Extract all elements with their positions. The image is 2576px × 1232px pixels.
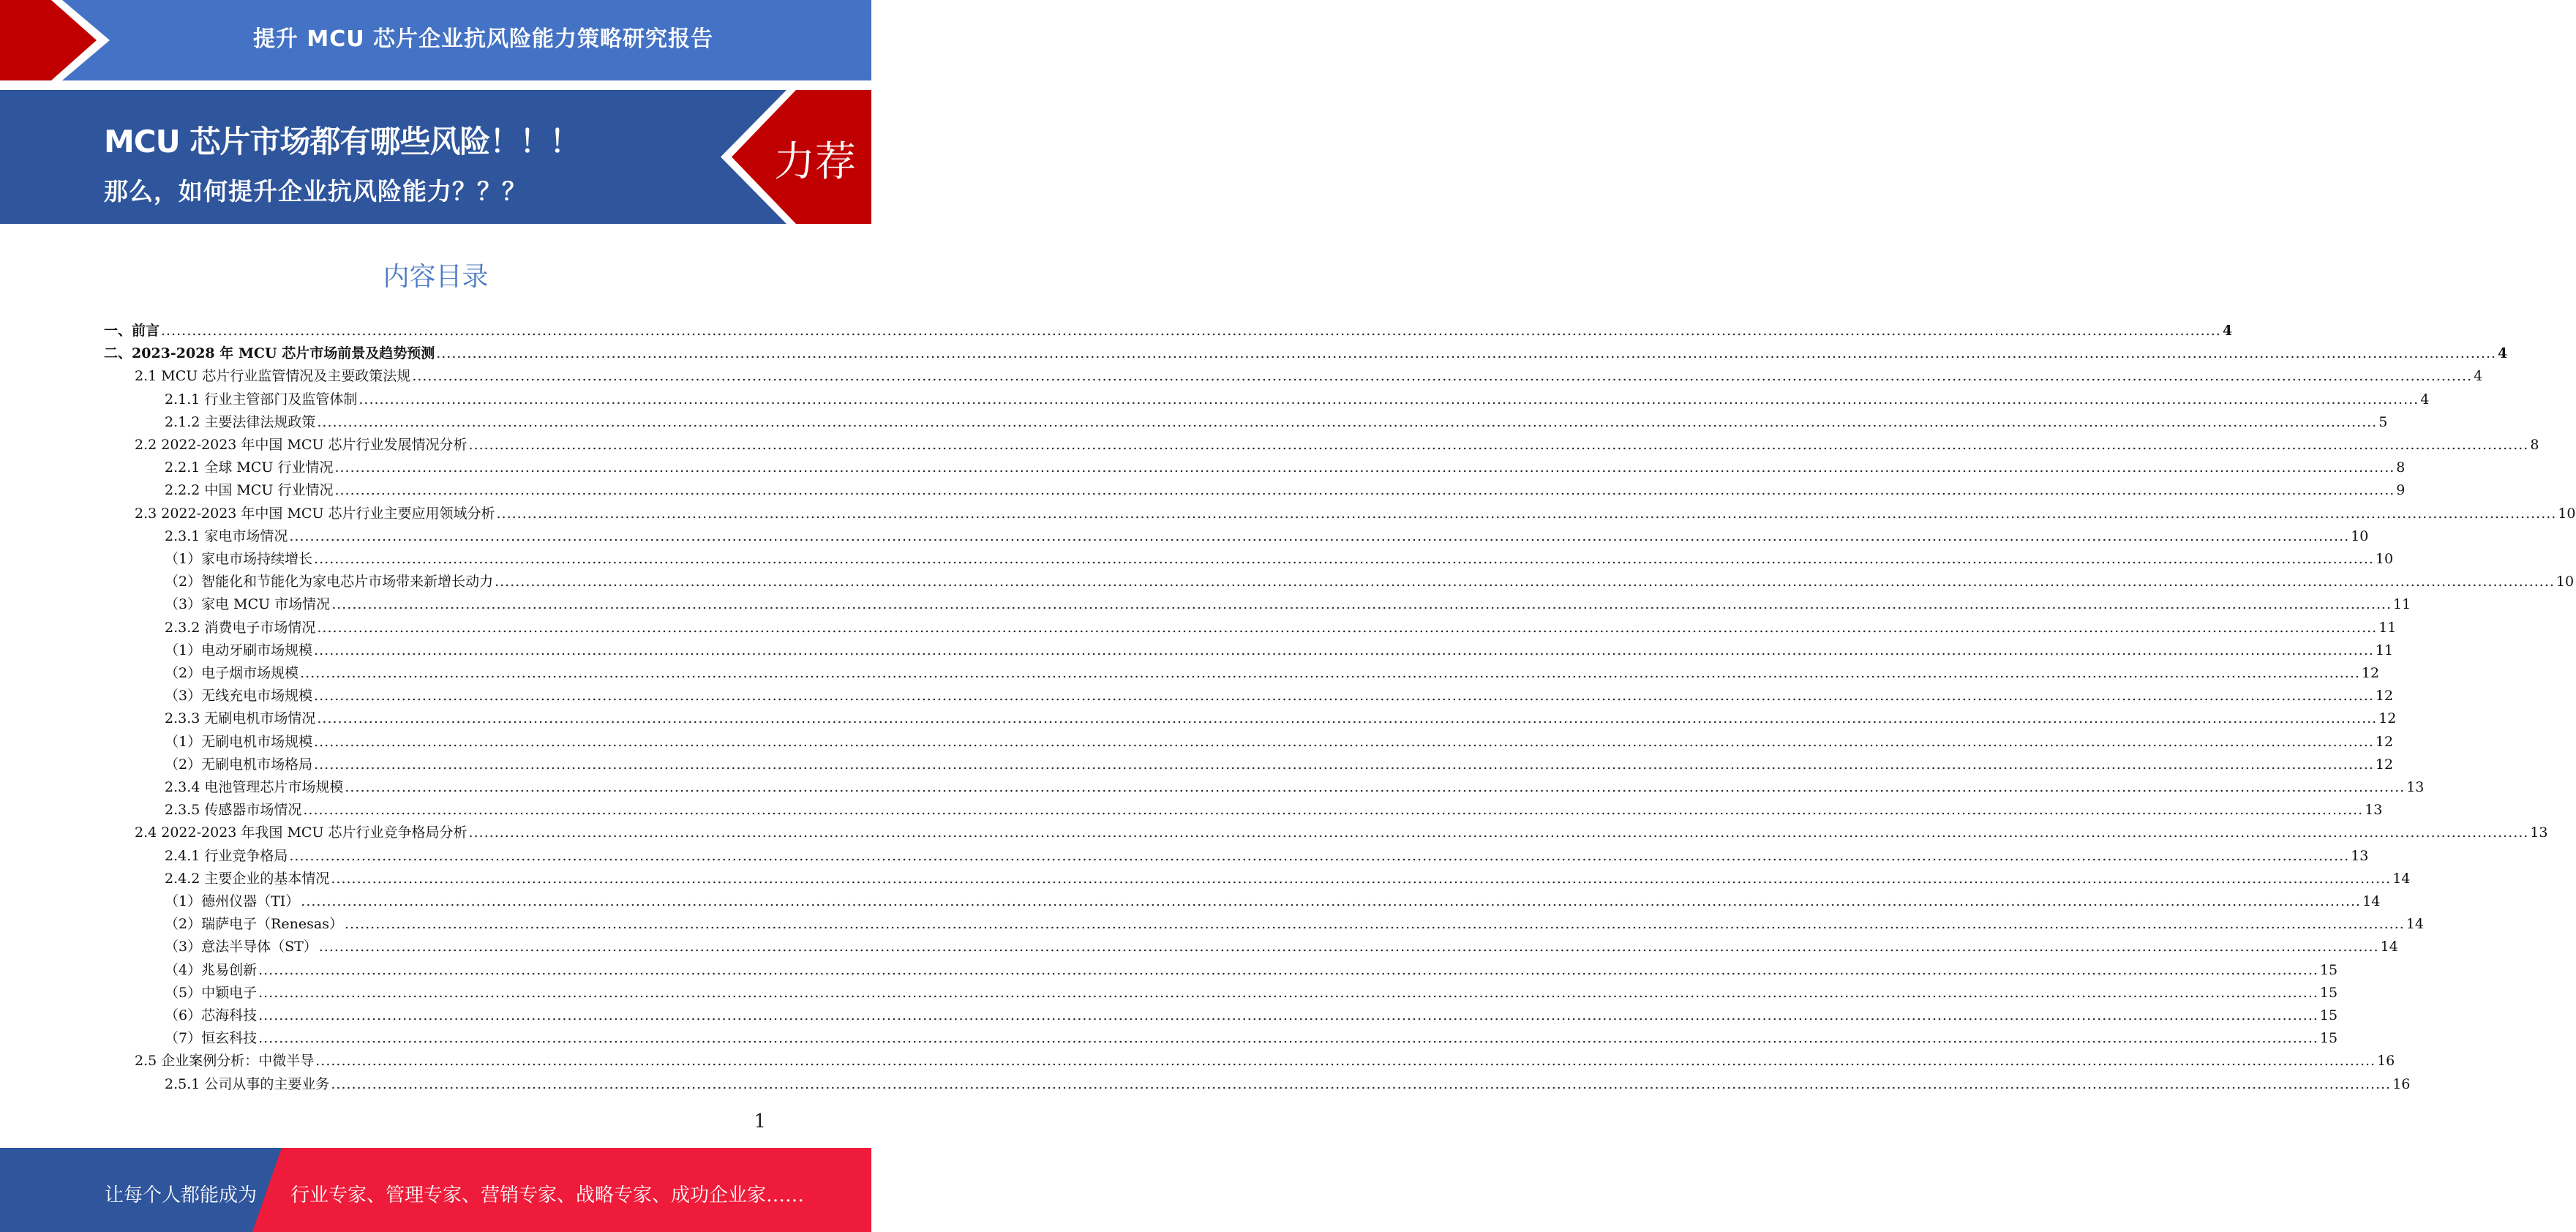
toc-entry-page: 10 [2556,574,2575,590]
toc-entry[interactable] [165,707,2397,730]
toc-entry-page: 14 [2380,939,2398,955]
toc-entry[interactable] [165,411,2388,434]
toc-leader-dots: ................................................................................................................................................................................................................................................................................................................................................................................................................ [318,939,2379,955]
toc-entry-label: 2.5 企业案例分析：中微半导 [135,1053,315,1070]
toc-entry-label: 2.3.1 家电市场情况 [165,527,288,544]
toc-entry[interactable] [165,936,2398,958]
toc-leader-dots: ................................................................................................................................................................................................................................................................................................................................................................................................................ [317,413,2378,430]
toc-leader-dots: ................................................................................................................................................................................................................................................................................................................................................................................................................ [300,665,2360,681]
footer-slogan: 让每个人都能成为 [105,1184,258,1206]
hero-banner [0,90,871,224]
toc-entry[interactable] [165,617,2397,639]
toc-entry-page: 8 [2530,437,2539,453]
toc-entry[interactable] [165,845,2369,868]
toc-entry-page: 14 [2392,870,2411,887]
toc-entry-page: 12 [2375,688,2394,705]
toc-entry-page: 5 [2378,413,2388,430]
report-title: 提升 MCU 芯片企业抗风险能力策略研究报告 [252,26,714,52]
red-arrow-decoration [0,0,110,80]
toc-entry-label: 2.3.5 传感器市场情况 [165,802,302,819]
toc-entry-page: 14 [2406,916,2424,933]
toc-entry-page: 13 [2351,847,2369,864]
toc-entry-label: （2）智能化和节能化为家电芯片市场带来新增长动力 [165,574,494,590]
hero-subheadline: 那么，如何提升企业抗风险能力？？？ [104,177,527,206]
toc-entry[interactable] [165,959,2338,982]
toc-entry-label: （2）瑞萨电子（Renesas） [165,916,343,933]
toc-leader-dots: ................................................................................................................................................................................................................................................................................................................................................................................................................ [468,825,2529,841]
toc-entry-page: 15 [2319,961,2338,978]
toc-entry-label: 2.4.1 行业竞争格局 [165,847,288,864]
toc-entry-page: 10 [2375,551,2394,567]
toc-entry-page: 4 [2474,368,2483,385]
toc-entry-label: （7）恒玄科技 [165,1030,258,1047]
toc-entry[interactable] [165,1027,2338,1050]
toc-entry-page: 4 [2222,323,2233,339]
toc-leader-dots: ................................................................................................................................................................................................................................................................................................................................................................................................................ [161,323,2221,339]
footer-banner [0,1148,871,1232]
toc-heading: 内容目录 [383,262,489,292]
toc-leader-dots: ................................................................................................................................................................................................................................................................................................................................................................................................................ [258,961,2318,978]
toc-entry-label: 2.2 2022-2023 年中国 MCU 芯片行业发展情况分析 [135,437,467,453]
toc-leader-dots: ................................................................................................................................................................................................................................................................................................................................................................................................................ [301,893,2362,909]
toc-entry-label: 2.2.1 全球 MCU 行业情况 [165,459,334,476]
toc-entry[interactable] [165,868,2411,890]
toc-entry-label: （1）无刷电机市场规模 [165,733,313,750]
toc-entry[interactable] [165,388,2430,411]
toc-entry[interactable] [135,365,2483,388]
toc-entry-page: 4 [2420,391,2430,407]
toc-entry-label: （1）电动牙刷市场规模 [165,642,313,658]
toc-entry-label: 2.1.1 行业主管部门及监管体制 [165,391,358,407]
toc-leader-dots: ................................................................................................................................................................................................................................................................................................................................................................................................................ [258,1030,2318,1047]
toc-leader-dots: ................................................................................................................................................................................................................................................................................................................................................................................................................ [345,779,2406,795]
toc-entry-page: 4 [2498,345,2508,362]
toc-leader-dots: ................................................................................................................................................................................................................................................................................................................................................................................................................ [314,551,2374,567]
toc-leader-dots: ................................................................................................................................................................................................................................................................................................................................................................................................................ [331,870,2392,887]
top-banner [0,0,871,80]
toc-leader-dots: ................................................................................................................................................................................................................................................................................................................................................................................................................ [258,1007,2318,1023]
toc-entry-page: 15 [2319,1007,2338,1023]
page-number: 1 [754,1111,766,1133]
toc-entry-page: 15 [2319,1030,2338,1047]
toc-entry[interactable] [165,639,2394,662]
hero-headline: MCU 芯片市场都有哪些风险！！！ [104,124,580,159]
toc-entry[interactable] [165,754,2394,776]
toc-entry[interactable] [165,731,2394,754]
toc-entry-label: （3）意法半导体（ST） [165,939,318,955]
toc-entry-page: 14 [2362,893,2381,909]
toc-entry-label: 2.1.2 主要法律法规政策 [165,413,316,430]
toc-entry[interactable] [104,342,2508,365]
toc-entry-label: 2.3 2022-2023 年中国 MCU 芯片行业主要应用领域分析 [135,505,495,522]
toc-entry-page: 13 [2406,779,2425,795]
toc-leader-dots: ................................................................................................................................................................................................................................................................................................................................................................................................................ [344,916,2405,933]
toc-entry-page: 16 [2392,1075,2411,1092]
toc-leader-dots: ................................................................................................................................................................................................................................................................................................................................................................................................................ [317,619,2378,636]
toc-leader-dots: ................................................................................................................................................................................................................................................................................................................................................................................................................ [495,574,2555,590]
toc-entry-label: （4）兆易创新 [165,961,258,978]
toc-entry[interactable] [165,571,2575,593]
toc-leader-dots: ................................................................................................................................................................................................................................................................................................................................................................................................................ [314,733,2374,750]
toc-leader-dots: ................................................................................................................................................................................................................................................................................................................................................................................................................ [496,505,2557,522]
toc-entry-page: 10 [2558,505,2576,522]
toc-entry[interactable] [165,548,2394,571]
toc-entry[interactable] [165,479,2406,502]
toc-leader-dots: ................................................................................................................................................................................................................................................................................................................................................................................................................ [436,345,2497,362]
toc-leader-dots: ................................................................................................................................................................................................................................................................................................................................................................................................................ [331,596,2392,613]
toc-entry[interactable] [165,913,2424,936]
toc-entry[interactable] [165,890,2381,913]
toc-entry-label: 2.3.3 无刷电机市场情况 [165,710,316,727]
toc-entry-label: （5）中颖电子 [165,984,258,1001]
toc-entry[interactable] [165,525,2369,548]
toc-entry-page: 11 [2393,596,2411,613]
toc-entry-page: 11 [2375,642,2394,658]
toc-entry-label: 2.4.2 主要企业的基本情况 [165,870,330,887]
toc-entry[interactable] [135,822,2548,844]
toc-entry-label: 2.3.4 电池管理芯片市场规模 [165,779,344,795]
toc-entry[interactable] [165,1004,2338,1027]
toc-entry-label: （3）家电 MCU 市场情况 [165,596,331,613]
toc-entry-label: （1）德州仪器（TI） [165,893,300,909]
toc-entry[interactable] [104,320,2233,342]
toc-leader-dots: ................................................................................................................................................................................................................................................................................................................................................................................................................ [358,391,2419,407]
toc-leader-dots: ................................................................................................................................................................................................................................................................................................................................................................................................................ [334,482,2395,499]
toc-entry-label: 一、前言 [104,323,160,339]
toc-entry[interactable] [165,593,2411,616]
toc-entry-page: 12 [2375,733,2394,750]
toc-leader-dots: ................................................................................................................................................................................................................................................................................................................................................................................................................ [289,527,2350,544]
toc-leader-dots: ................................................................................................................................................................................................................................................................................................................................................................................................................ [258,984,2318,1001]
toc-entry[interactable] [165,685,2394,707]
toc-entry[interactable] [165,776,2425,799]
toc-entry[interactable] [135,503,2576,525]
toc-leader-dots: ................................................................................................................................................................................................................................................................................................................................................................................................................ [412,368,2473,385]
toc-entry[interactable] [135,434,2539,457]
toc-entry-page: 15 [2319,984,2338,1001]
toc-entry-page: 13 [2365,802,2383,819]
toc-entry[interactable] [165,1073,2411,1096]
toc-entry-page: 12 [2375,756,2394,773]
toc-entry-label: （2）电子烟市场规模 [165,665,299,681]
toc-entry-label: （3）无线充电市场规模 [165,688,313,705]
toc-entry-page: 12 [2378,710,2397,727]
toc-entry-label: 2.5.1 公司从事的主要业务 [165,1075,330,1092]
toc-entry[interactable] [165,799,2383,822]
toc-entry-page: 12 [2361,665,2380,681]
recommend-badge: 力荐 [774,138,856,186]
toc-entry-page: 10 [2351,527,2369,544]
toc-entry-label: （6）芯海科技 [165,1007,258,1023]
toc-leader-dots: ................................................................................................................................................................................................................................................................................................................................................................................................................ [289,847,2350,864]
toc-leader-dots: ................................................................................................................................................................................................................................................................................................................................................................................................................ [314,688,2374,705]
toc-entry[interactable] [165,457,2406,479]
toc-leader-dots: ................................................................................................................................................................................................................................................................................................................................................................................................................ [314,756,2374,773]
toc-leader-dots: ................................................................................................................................................................................................................................................................................................................................................................................................................ [468,437,2529,453]
toc-entry-page: 13 [2530,825,2548,841]
toc-leader-dots: ................................................................................................................................................................................................................................................................................................................................................................................................................ [315,1053,2376,1070]
toc-entry-label: （2）无刷电机市场格局 [165,756,313,773]
toc-entry-label: 二、2023-2028 年 MCU 芯片市场前景及趋势预测 [104,345,435,362]
toc-entry-label: （1）家电市场持续增长 [165,551,313,567]
toc-entry[interactable] [165,982,2338,1004]
toc-entry[interactable] [135,1050,2395,1073]
toc-entry-page: 16 [2377,1053,2395,1070]
toc-entry-label: 2.1 MCU 芯片行业监管情况及主要政策法规 [135,368,411,385]
toc-entry-page: 9 [2396,482,2406,499]
toc-entry[interactable] [165,662,2380,685]
toc-entry-label: 2.2.2 中国 MCU 行业情况 [165,482,334,499]
toc-leader-dots: ................................................................................................................................................................................................................................................................................................................................................................................................................ [334,459,2395,476]
toc-leader-dots: ................................................................................................................................................................................................................................................................................................................................................................................................................ [314,642,2374,658]
toc-entry-page: 11 [2378,619,2397,636]
toc-leader-dots: ................................................................................................................................................................................................................................................................................................................................................................................................................ [331,1075,2392,1092]
footer-expert-list: 行业专家、管理专家、营销专家、战略专家、成功企业家…… [290,1184,805,1206]
toc-entry-label: 2.4 2022-2023 年我国 MCU 芯片行业竞争格局分析 [135,825,467,841]
toc-leader-dots: ................................................................................................................................................................................................................................................................................................................................................................................................................ [303,802,2364,819]
toc-leader-dots: ................................................................................................................................................................................................................................................................................................................................................................................................................ [317,710,2378,727]
toc-entry-label: 2.3.2 消费电子市场情况 [165,619,316,636]
toc-entry-page: 8 [2396,459,2406,476]
